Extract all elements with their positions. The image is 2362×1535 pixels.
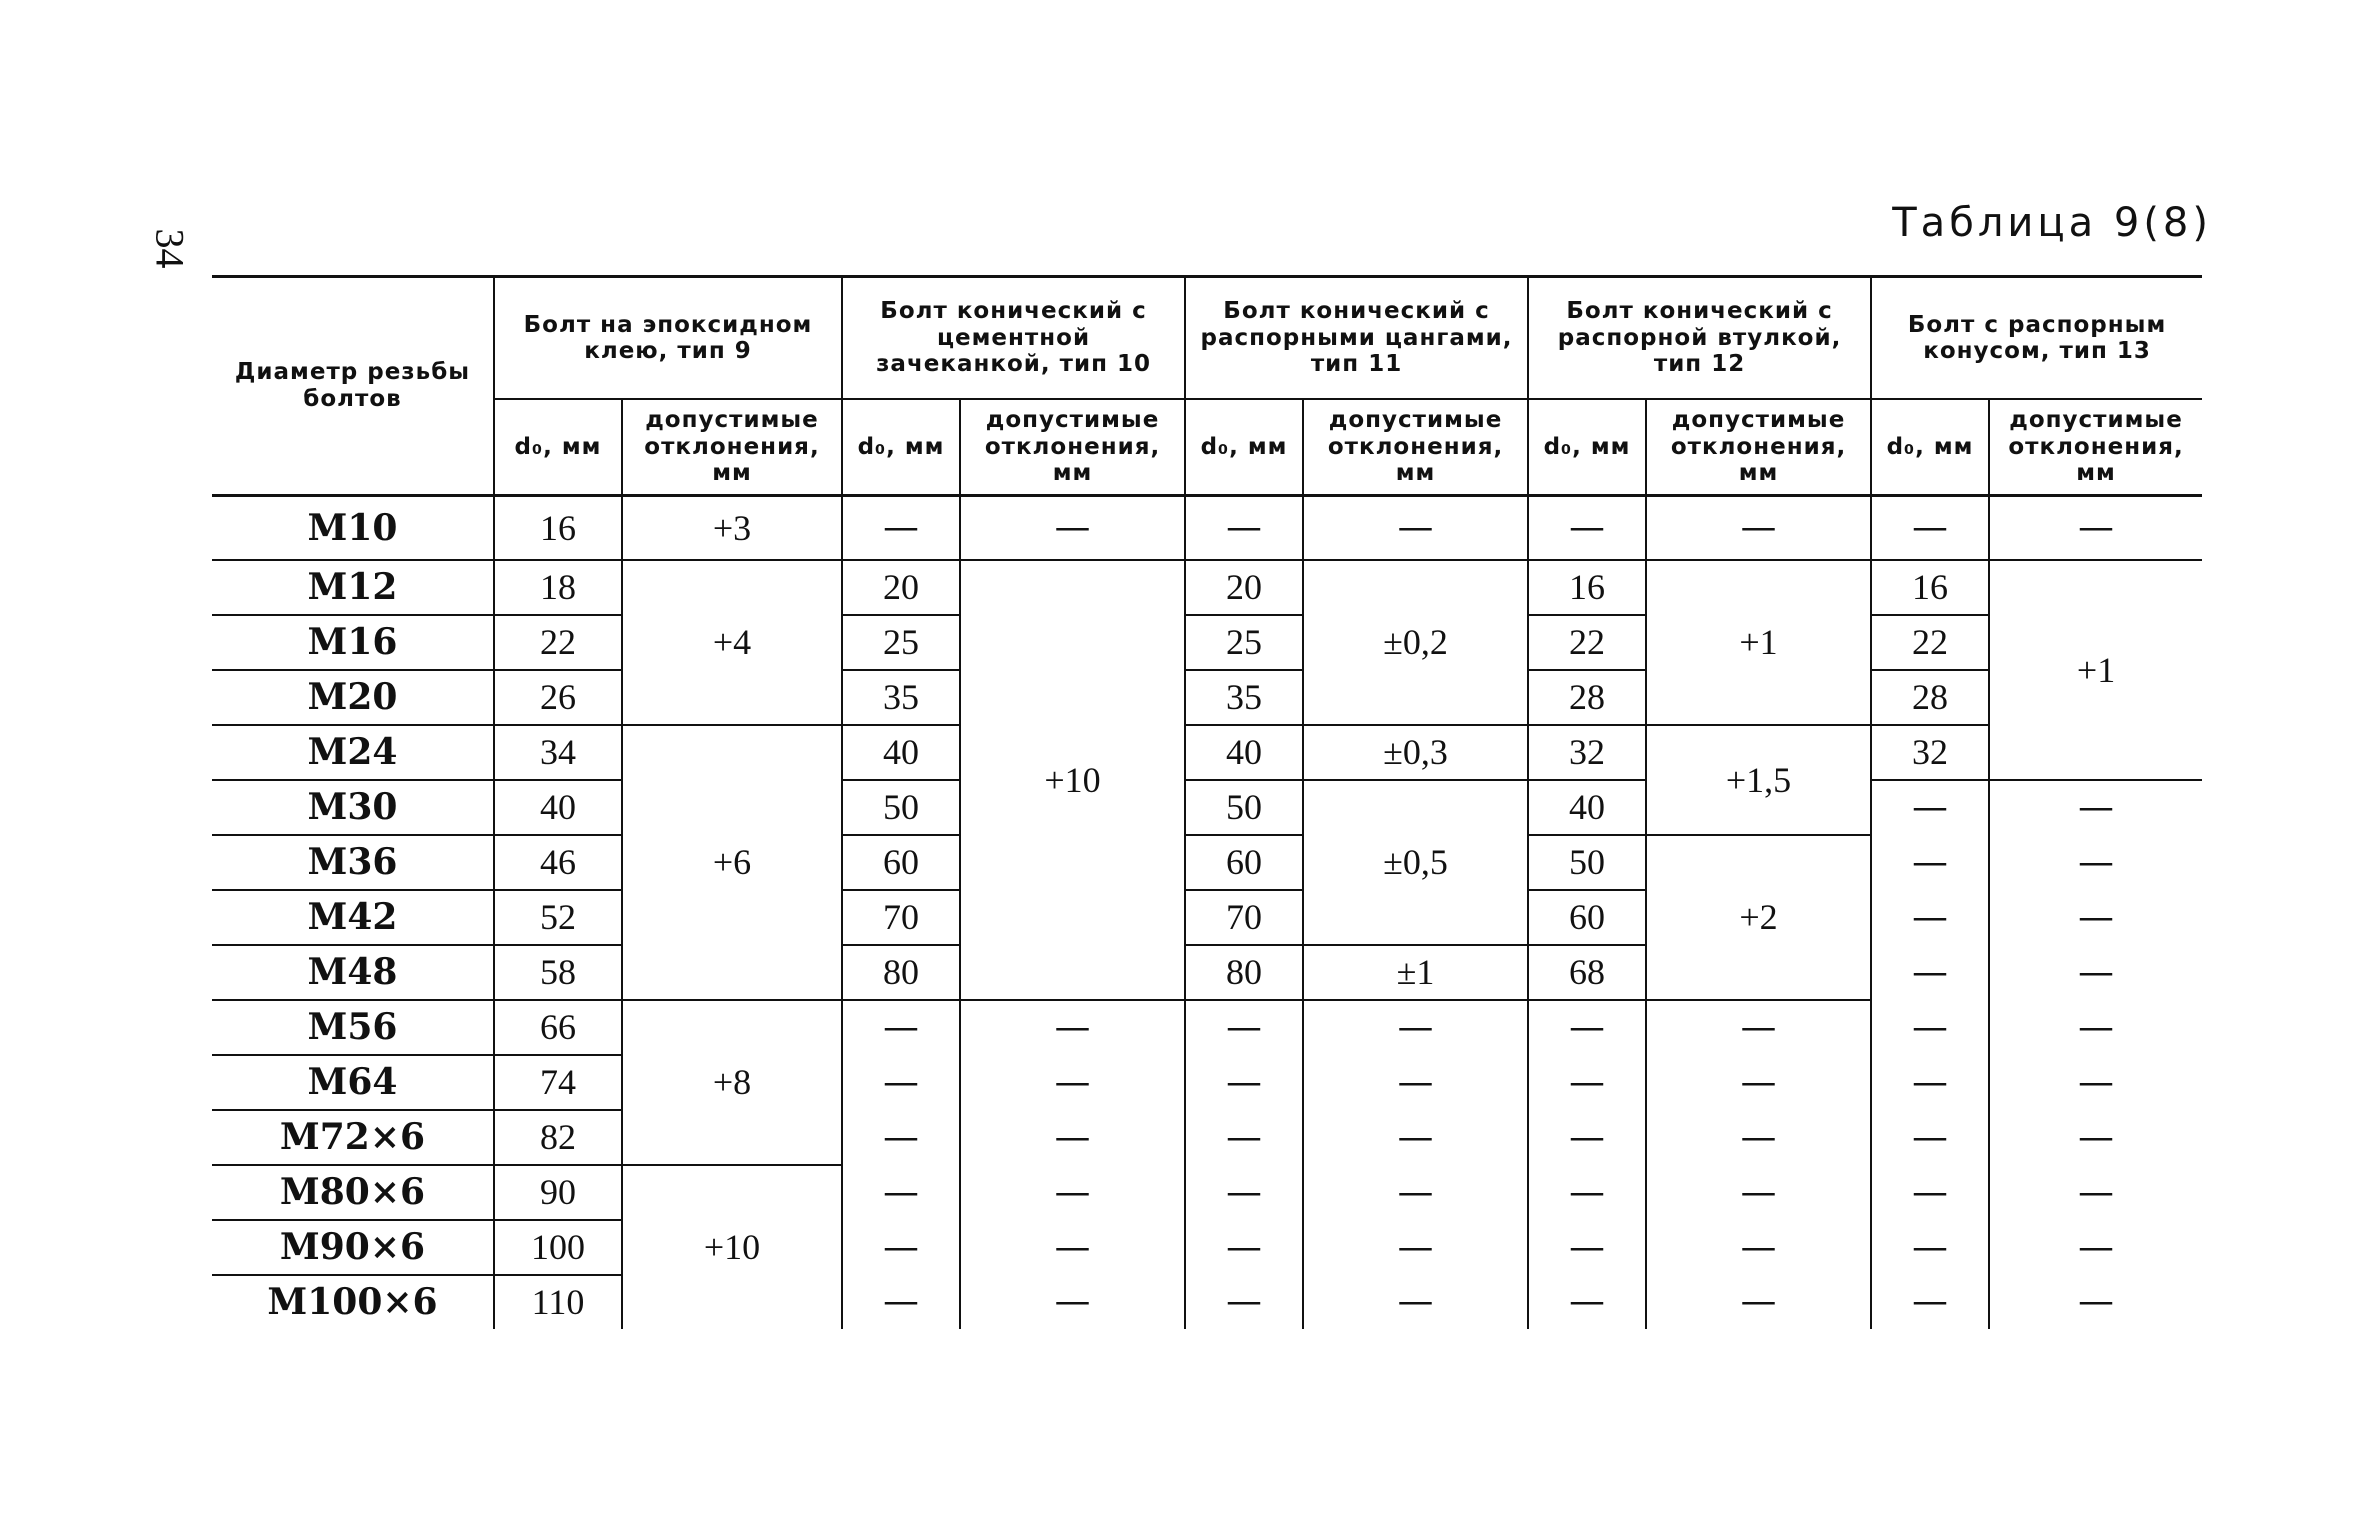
d0-header: d₀, мм: [1185, 399, 1303, 495]
tolerance-value: +1: [1646, 560, 1871, 725]
tolerance-value: —: [1646, 1165, 1871, 1220]
bolt-size: M36: [212, 835, 494, 890]
group-header-type11: Болт конический с распорными цангами, тип 11: [1185, 277, 1528, 400]
d0-value: 16: [1871, 560, 1989, 615]
tolerance-value: —: [1646, 1000, 1871, 1055]
d0-value: —: [1528, 1110, 1646, 1165]
d0-value: 70: [1185, 890, 1303, 945]
d0-value: —: [1185, 1275, 1303, 1329]
tolerance-value: ±0,3: [1303, 725, 1528, 780]
d0-value: —: [842, 1055, 960, 1110]
d0-value: 70: [842, 890, 960, 945]
d0-value: 80: [842, 945, 960, 1000]
d0-value: 58: [494, 945, 622, 1000]
d0-value: —: [1871, 890, 1989, 945]
d0-value: —: [1871, 495, 1989, 560]
tolerance-value: —: [1989, 945, 2202, 1000]
bolt-dimensions-table: [212, 275, 2202, 1329]
bolt-size: M42: [212, 890, 494, 945]
tolerance-value: —: [960, 1165, 1185, 1220]
tolerance-value: +4: [622, 560, 842, 725]
d0-value: —: [1871, 1110, 1989, 1165]
bolt-size: M90×6: [212, 1220, 494, 1275]
tolerance-value: —: [1303, 1220, 1528, 1275]
tolerance-value: +8: [622, 1000, 842, 1165]
d0-value: —: [1528, 1000, 1646, 1055]
table-row: [212, 1275, 2202, 1329]
tolerance-value: —: [1646, 495, 1871, 560]
d0-value: —: [1871, 1220, 1989, 1275]
table-row: [212, 1220, 2202, 1275]
bolt-size: M100×6: [267, 1281, 438, 1323]
d0-value: —: [842, 1110, 960, 1165]
d0-value: —: [1528, 1165, 1646, 1220]
d0-value: —: [1871, 1000, 1989, 1055]
d0-value: —: [842, 495, 960, 560]
table-row: [212, 1055, 2202, 1110]
tolerance-value: +3: [622, 495, 842, 560]
table-row: [212, 1000, 2202, 1055]
d0-value: 35: [1185, 670, 1303, 725]
d0-value: —: [842, 1275, 960, 1329]
d0-value: 100: [494, 1220, 622, 1275]
tolerance-value: —: [960, 1000, 1185, 1055]
tolerance-header: допустимые отклонения, мм: [622, 399, 842, 495]
tolerance-value: —: [1303, 495, 1528, 560]
table-row: [212, 1110, 2202, 1165]
d0-value: 74: [494, 1055, 622, 1110]
tolerance-value: +2: [1646, 835, 1871, 1000]
d0-value: 22: [494, 615, 622, 670]
tolerance-value: +1: [1989, 560, 2202, 780]
bolt-size: M56: [212, 1000, 494, 1055]
table-row: [212, 945, 2202, 1000]
d0-value: —: [1185, 1110, 1303, 1165]
tolerance-value: —: [1989, 1220, 2202, 1275]
d0-value: 82: [494, 1110, 622, 1165]
d0-value: 50: [1185, 780, 1303, 835]
d0-value: 52: [494, 890, 622, 945]
tolerance-value: —: [1303, 1055, 1528, 1110]
table-row: [212, 835, 2202, 890]
table-row: [212, 1165, 2202, 1220]
tolerance-header: допустимые отклонения, мм: [1303, 399, 1528, 495]
tolerance-header: допустимые отклонения, мм: [1646, 399, 1871, 495]
tolerance-value: —: [1646, 1220, 1871, 1275]
tolerance-value: ±0,5: [1303, 780, 1528, 945]
d0-value: 16: [494, 495, 622, 560]
table-row: [212, 780, 2202, 835]
d0-value: 20: [1185, 560, 1303, 615]
bolt-size: M24: [212, 725, 494, 780]
d0-value: —: [1528, 1220, 1646, 1275]
tolerance-value: —: [1646, 1275, 1871, 1329]
d0-value: 40: [1185, 725, 1303, 780]
group-header-type9: Болт на эпоксидном клею, тип 9: [494, 277, 842, 400]
d0-value: 90: [494, 1165, 622, 1220]
d0-value: 68: [1528, 945, 1646, 1000]
bolt-size: M80×6: [212, 1165, 494, 1220]
d0-value: —: [842, 1000, 960, 1055]
d0-value: 80: [1185, 945, 1303, 1000]
d0-header: d₀, мм: [494, 399, 622, 495]
d0-value: —: [1185, 495, 1303, 560]
d0-header: d₀, мм: [1528, 399, 1646, 495]
d0-value: —: [1871, 780, 1989, 835]
d0-value: —: [1871, 1165, 1989, 1220]
tolerance-value: ±0,2: [1303, 560, 1528, 725]
table-row: [212, 560, 2202, 615]
d0-value: 20: [842, 560, 960, 615]
tolerance-value: +6: [622, 725, 842, 1000]
tolerance-value: +10: [960, 560, 1185, 1000]
d0-value: —: [1871, 945, 1989, 1000]
d0-value: —: [842, 1165, 960, 1220]
bolt-size: M20: [212, 670, 494, 725]
d0-value: 16: [1528, 560, 1646, 615]
tolerance-value: —: [1989, 1000, 2202, 1055]
bolt-size: M12: [212, 560, 494, 615]
d0-value: —: [842, 1220, 960, 1275]
d0-value: 66: [494, 1000, 622, 1055]
table-row: [212, 495, 2202, 560]
tolerance-value: —: [1989, 1275, 2202, 1329]
tolerance-value: —: [1989, 835, 2202, 890]
d0-value: —: [1871, 1055, 1989, 1110]
d0-header: d₀, мм: [1871, 399, 1989, 495]
table-row: [212, 890, 2202, 945]
d0-value: 28: [1528, 670, 1646, 725]
table-row: [212, 725, 2202, 780]
tolerance-value: —: [960, 1055, 1185, 1110]
bolt-size: M30: [212, 780, 494, 835]
d0-value: —: [1185, 1000, 1303, 1055]
d0-value: 46: [494, 835, 622, 890]
d0-header: d₀, мм: [842, 399, 960, 495]
d0-value: 60: [842, 835, 960, 890]
d0-value: —: [1185, 1165, 1303, 1220]
bolt-size: M72×6: [212, 1110, 494, 1165]
tolerance-value: —: [1989, 890, 2202, 945]
d0-value: 50: [842, 780, 960, 835]
tolerance-value: —: [1303, 1000, 1528, 1055]
tolerance-value: +1,5: [1646, 725, 1871, 835]
tolerance-value: —: [1989, 1055, 2202, 1110]
group-header-type12: Болт конический с распорной втулкой, тип 12: [1528, 277, 1871, 400]
tolerance-value: —: [1989, 1110, 2202, 1165]
d0-value: 35: [842, 670, 960, 725]
d0-value: —: [1528, 495, 1646, 560]
page-number: 34: [147, 228, 193, 269]
d0-value: 26: [494, 670, 622, 725]
tolerance-value: ±1: [1303, 945, 1528, 1000]
d0-value: 25: [1185, 615, 1303, 670]
tolerance-header: допустимые отклонения, мм: [1989, 399, 2202, 495]
bolt-size: M64: [212, 1055, 494, 1110]
group-header-type13: Болт с распорным конусом, тип 13: [1871, 277, 2202, 400]
d0-value: —: [1185, 1055, 1303, 1110]
d0-value: 22: [1871, 615, 1989, 670]
table-title: Таблица 9(8): [1892, 200, 2212, 246]
d0-value: 18: [494, 560, 622, 615]
tolerance-value: —: [1303, 1275, 1528, 1329]
d0-value: 32: [1871, 725, 1989, 780]
tolerance-value: —: [960, 1275, 1185, 1329]
d0-value: —: [1528, 1275, 1646, 1329]
tolerance-value: —: [1646, 1110, 1871, 1165]
tolerance-value: —: [960, 1110, 1185, 1165]
bolt-diameter-header: Диаметр резьбы болтов: [234, 359, 471, 412]
bolt-size: M16: [212, 615, 494, 670]
d0-value: 110: [494, 1275, 622, 1329]
tolerance-value: —: [1989, 495, 2202, 560]
tolerance-value: —: [1303, 1110, 1528, 1165]
tolerance-value: —: [960, 495, 1185, 560]
d0-value: 60: [1185, 835, 1303, 890]
d0-value: 28: [1871, 670, 1989, 725]
d0-value: 25: [842, 615, 960, 670]
d0-value: —: [1185, 1220, 1303, 1275]
bolt-size: M48: [212, 945, 494, 1000]
d0-value: 34: [494, 725, 622, 780]
d0-value: 40: [494, 780, 622, 835]
tolerance-value: —: [1303, 1165, 1528, 1220]
tolerance-value: —: [1989, 780, 2202, 835]
bolt-size: M10: [212, 495, 494, 560]
group-header-type10: Болт конический с цементной зачеканкой, тип 10: [842, 277, 1185, 400]
d0-value: 40: [1528, 780, 1646, 835]
tolerance-value: —: [960, 1220, 1185, 1275]
d0-value: 32: [1528, 725, 1646, 780]
d0-value: —: [1528, 1055, 1646, 1110]
d0-value: —: [1871, 835, 1989, 890]
tolerance-header: допустимые отклонения, мм: [960, 399, 1185, 495]
d0-value: 60: [1528, 890, 1646, 945]
tolerance-value: +10: [622, 1165, 842, 1329]
d0-value: 22: [1528, 615, 1646, 670]
d0-value: 40: [842, 725, 960, 780]
d0-value: —: [1871, 1275, 1989, 1329]
tolerance-value: —: [1646, 1055, 1871, 1110]
tolerance-value: —: [1989, 1165, 2202, 1220]
table-row: [212, 670, 2202, 725]
d0-value: 50: [1528, 835, 1646, 890]
table-row: [212, 615, 2202, 670]
